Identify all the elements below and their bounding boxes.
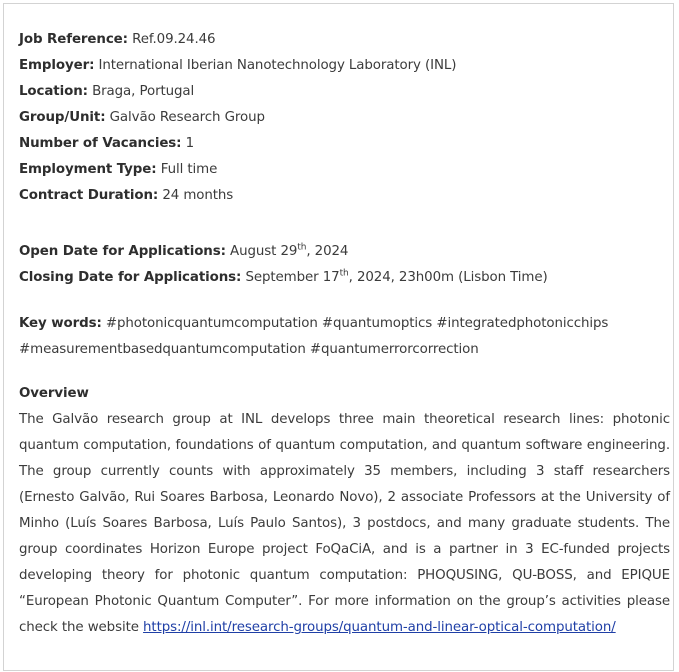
group-website-link[interactable]: https://inl.int/research-groups/quantum-and-linear-optical-computation/ [143, 620, 616, 635]
group-unit-label: Group/Unit: [19, 110, 106, 125]
keywords-label: Key words: [19, 316, 102, 331]
keywords-line-1: #photonicquantumcomputation #quantumoptics #integratedphotonicchips [105, 316, 609, 331]
contract-duration-value: 24 months [162, 188, 234, 203]
employment-type-row [19, 157, 670, 183]
employment-type-label: Employment Type: [19, 162, 157, 177]
closing-date-row [19, 265, 670, 291]
vacancies-label: Number of Vacancies: [19, 136, 182, 151]
employer-row [19, 53, 670, 79]
keywords-row [19, 311, 670, 337]
location-row [19, 79, 670, 105]
open-date-row [19, 239, 670, 265]
contract-duration-row [19, 183, 670, 209]
job-reference-value: Ref.09.24.46 [132, 32, 216, 47]
employer-value: International Iberian Nanotechnology Laboratory (INL) [98, 58, 457, 73]
vacancies-value: 1 [185, 136, 195, 151]
location-value: Braga, Portugal [92, 84, 195, 99]
employment-type-value: Full time [160, 162, 218, 177]
vacancies-row [19, 131, 670, 157]
group-unit-value: Galvão Research Group [109, 110, 265, 125]
open-date-value: August 29th, 2024 [230, 242, 349, 259]
location-label: Location: [19, 84, 88, 99]
keywords-line-2: #measurementbasedquantumcomputation #quantumerrorcorrection [19, 342, 479, 357]
job-reference-row [19, 27, 670, 53]
overview-paragraph [19, 407, 670, 641]
overview-title: Overview [19, 386, 89, 401]
employer-label: Employer: [19, 58, 95, 73]
closing-date-label: Closing Date for Applications: [19, 270, 242, 285]
job-posting [19, 27, 670, 641]
contract-duration-label: Contract Duration: [19, 188, 159, 203]
group-unit-row [19, 105, 670, 131]
closing-date-value: September 17th, 2024, 23h00m (Lisbon Time) [245, 268, 548, 285]
open-date-label: Open Date for Applications: [19, 244, 226, 259]
job-reference-label: Job Reference: [19, 32, 128, 47]
overview-text: The Galvão research group at INL develops three main theoretical research lines: photonic quantum computation, foundations of quantum computation, and quantum software engineering. The group currently counts with approximately 35 members, including 3 staff researchers (Ernesto Galvão, Rui Soares Barbosa, Leonardo Novo), 2 associate Professors at the University of Minho (Luís Soares Barbosa, Luís Paulo Santos), 3 postdocs, and many graduate students. The group coordinates Horizon Europe project FoQaCiA, and is a partner in 3 EC-funded projects developing theory for photonic quantum computation: PHOQUSING, QU-BOSS, and EPIQUE “European Photonic Quantum Computer”. For more information on the group’s activities please check the website [19, 412, 670, 635]
